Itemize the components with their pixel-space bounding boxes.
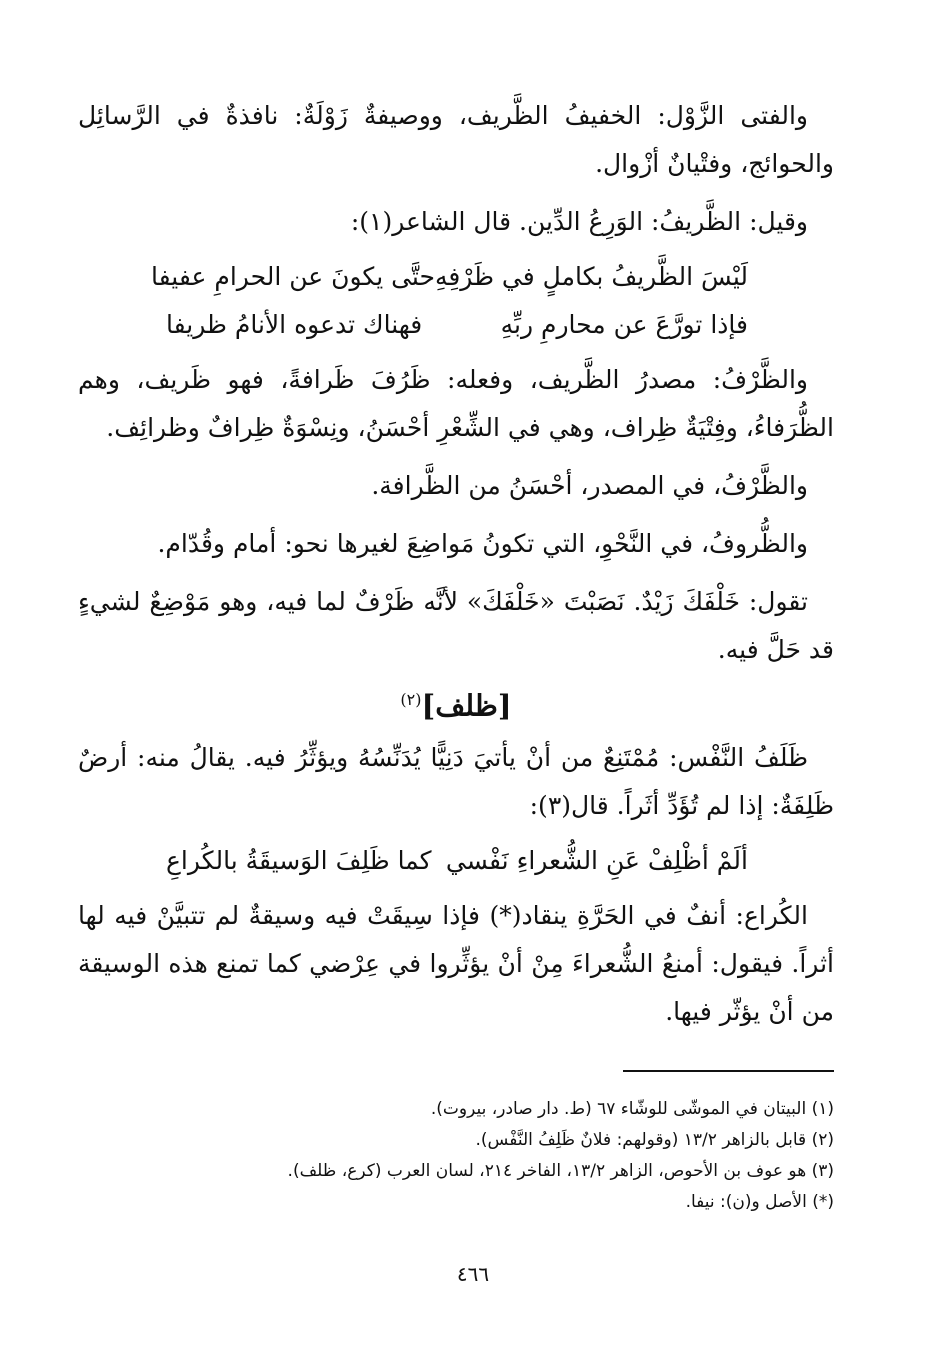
paragraph-zalaf-nafs: ظَلَفُ النَّفْس: مُمْتَنِعٌ من أنْ يأتيَ دَنِيًّا يُدَنِّسُهُ ويؤثِّرُ فيه. يقالُ منه: أرضٌ ظَلِفَةٌ: إذا لم تُؤَدِّ أثَراً. قال(٣): [78,742,834,820]
verse-2-second-hemistich: فهناك تدعوه الأنامُ ظريفا [166,310,423,339]
footnote-1: (١) البيتان في الموشّى للوشّاء ٦٧ (ط. دار صادر، بيروت). [430,1099,834,1119]
paragraph-khalfaka: تقول: خَلْفَكَ زَيْدٌ. نَصَبْتَ «خَلْفَكَ» لأنَّه ظَرْفٌ لما فيه، وهو مَوْضِعٌ لشيءٍ قد حَلَّ فيه. [78,587,834,664]
verse-2-first-hemistich: فإذا تورَّعَ عن محارمِ ربِّهِ [500,310,748,339]
poem-verse-3 [78,844,834,878]
verse-1-second-hemistich: حتَّى يكونَ عن الحرامِ عفيفا [151,262,435,291]
paragraph-zawl: والفتى الزَّوْل: الخفيفُ الظَّريف، ووصيفةٌ زَوْلَةٌ: نافذةٌ في الرَّسائِل والحوائج، وفتْيانٌ أزْوال. [78,101,834,178]
verse-3-second-hemistich: كما ظَلِفَ الوَسيقَةُ بالكُراعِ [166,845,432,875]
poem-verse-1 [78,260,834,294]
footnote-asterisk: (*) الأصل و(ن): نيفا. [685,1192,834,1212]
entry-heading [78,678,834,728]
paragraph-zuruf-nahw: والظُّروفُ، في النَّحْوِ، التي تكونُ مَواضِعَ لغيرها نحو: أمام وقُدّام. [157,529,808,558]
paragraph-kura: الكُراع: أنفٌ في الحَرَّةِ ينقاد(*) فإذا سِيقَتْ فيه وسيقةٌ لم تتبيَّنْ فيه لها أثراً. فيقول: أمنعُ الشُّعراءَ مِنْ أنْ يؤثِّروا في عِرْضي كما تمنع هذه الوسيقة من أنْ يؤثّر فيها. [78,900,834,1026]
entry-heading-title: [ظلف] [421,688,512,723]
entry-heading-footnote-mark: (٢) [400,690,422,709]
poem-verse-2 [78,308,834,342]
paragraph-zarif-definition: وقيل: الظَّريفُ: الوَرِعُ الدِّين. قال الشاعر(١): [350,207,808,236]
verse-3-first-hemistich: ألَمْ أظْلِفْ عَنِ الشُّعراءِ نَفْسي [445,845,748,875]
paragraph-zarf-masdar: والظَّرْفُ: مصدرُ الظَّريف، وفعله: ظَرُفَ ظَرافةً، فهو ظَريف، وهم الظُّرَفاءُ، وفِتْيَةٌ ظِراف، وهي في الشِّعْرِ أحْسَنُ، ونِسْوَةٌ ظِرافٌ وظرائِف. [78,365,834,442]
paragraph-zarf-ahsan: والظَّرْفُ، في المصدر، أحْسَنُ من الظَّرافة. [371,471,808,500]
footnotes [78,1094,834,1218]
page-number: ٤٦٦ [456,1262,490,1286]
main-text [78,92,834,1036]
footnote-3: (٣) هو عوف بن الأحوص، الزاهر ١٣/٢، الفاخر ٢١٤، لسان العرب (كرع، ظلف). [287,1161,834,1181]
footnote-divider [623,1070,834,1072]
verse-1-first-hemistich: لَيْسَ الظَّريفُ بكاملٍ في ظَرْفِهِ [434,262,748,291]
footnote-2: (٢) قابل بالزاهر ١٣/٢ (وقولهم: فلانٌ ظَلِفُ النَّفْس). [475,1130,834,1150]
